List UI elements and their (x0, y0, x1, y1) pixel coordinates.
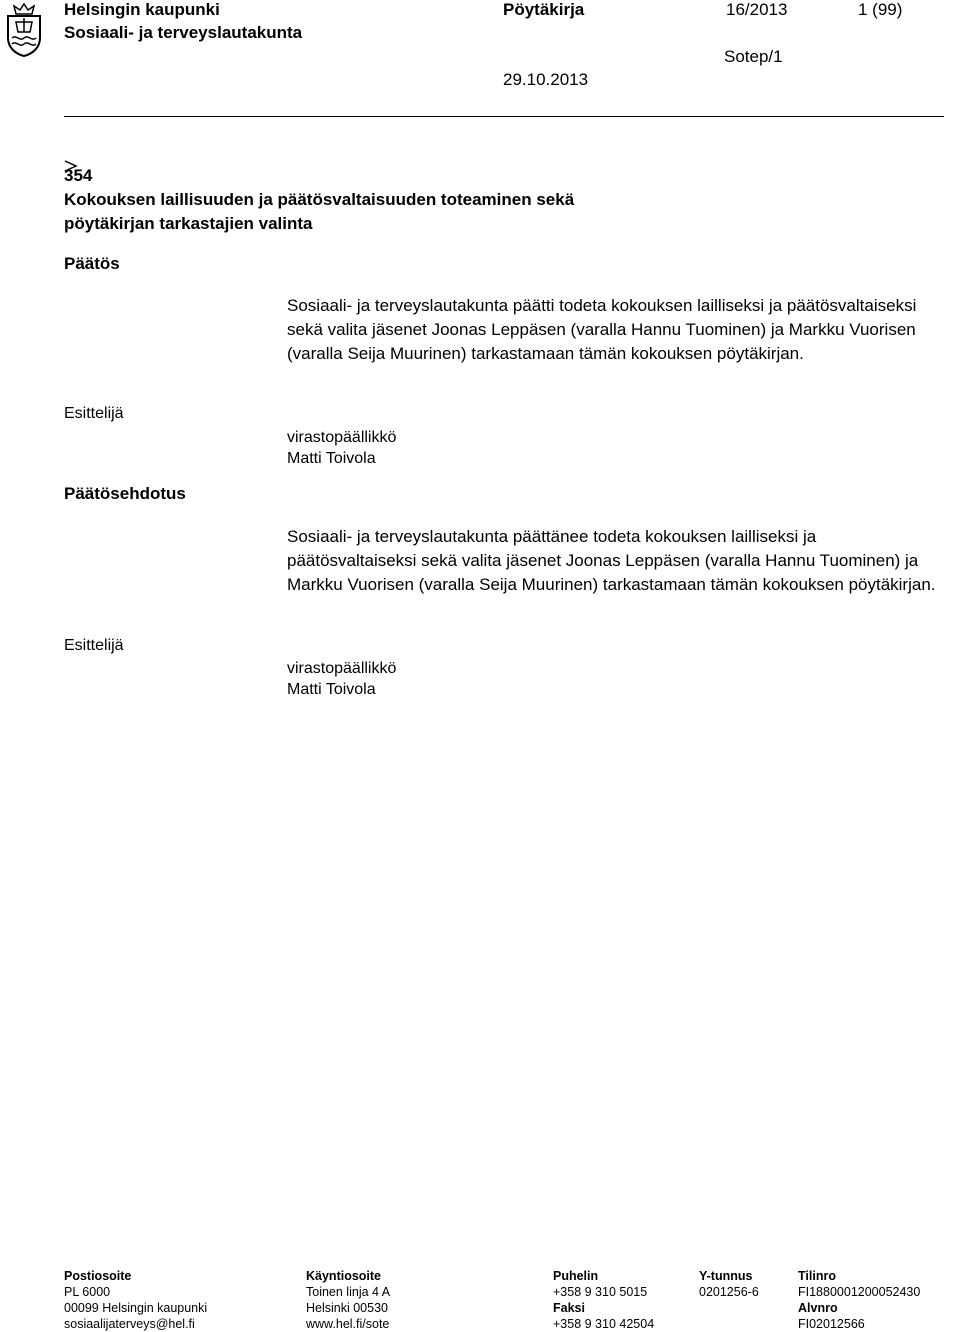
decision-heading: Päätös (64, 254, 120, 273)
document-date: 29.10.2013 (503, 70, 589, 89)
proposal-presenter-name: Matti Toivola (287, 681, 376, 698)
section-number: 354 (64, 166, 93, 185)
helsinki-coat-of-arms-icon (2, 2, 46, 58)
postal-line1: PL 6000 (64, 1285, 111, 1299)
footer-phone (553, 1268, 654, 1332)
email-link[interactable]: sosiaalijaterveys@hel.fi (64, 1317, 195, 1331)
visiting-heading: Käyntiosoite (306, 1269, 382, 1283)
account-heading: Tilinro (798, 1269, 836, 1283)
fax-number: +358 9 310 42504 (553, 1317, 655, 1331)
website-link[interactable]: www.hel.fi/sote (306, 1317, 390, 1331)
proposal-text: Sosiaali- ja terveyslautakunta päättänee todeta kokouksen lailliseksi ja päätösvaltaiseksi sekä valita jäsenet Joonas Leppäsen (varalla Hannu Tuominen) ja Markku Vuorisen (varalla Seija Muurinen) tarkastamaan tämän kokouksen pöytäkirjan. (287, 527, 936, 594)
footer-account (798, 1268, 920, 1332)
phone-number: +358 9 310 5015 (553, 1285, 648, 1299)
city-name: Helsingin kaupunki (64, 0, 220, 19)
fax-heading: Faksi (553, 1301, 585, 1315)
decision-presenter-title: virastopäällikkö (287, 429, 397, 446)
reference-code: Sotep/1 (724, 47, 783, 66)
section-title-line2: pöytäkirjan tarkastajien valinta (64, 214, 313, 233)
proposal-presenter-label: Esittelijä (64, 637, 124, 654)
visiting-line1: Toinen linja 4 A (306, 1285, 391, 1299)
decision-presenter-label: Esittelijä (64, 405, 124, 422)
vat-heading: Alvnro (798, 1301, 838, 1315)
postal-line2: 00099 Helsingin kaupunki (64, 1301, 208, 1315)
page-number: 1 (99) (858, 0, 903, 19)
decision-presenter-name: Matti Toivola (287, 450, 376, 467)
decision-text: Sosiaali- ja terveyslautakunta päätti todeta kokouksen lailliseksi ja päätösvaltaiseksi sekä valita jäsenet Joonas Leppäsen (varalla Hannu Tuominen) ja Markku Vuorisen (varalla Seija Muurinen) tarkastamaan tämän kokouksen pöytäkirjan. (287, 296, 917, 363)
proposal-presenter-title: virastopäällikkö (287, 660, 397, 677)
document-type: Pöytäkirja (503, 0, 585, 19)
footer-postal (64, 1268, 207, 1332)
document-number: 16/2013 (726, 0, 788, 19)
footer-visiting (306, 1268, 390, 1332)
footer-business-id (699, 1268, 759, 1300)
business-id: 0201256-6 (699, 1285, 759, 1299)
board-name: Sosiaali- ja terveyslautakunta (64, 23, 303, 42)
header-divider (64, 116, 944, 117)
proposal-heading: Päätösehdotus (64, 484, 186, 503)
account-number: FI1880001200052430 (798, 1285, 921, 1299)
vat-number: FI02012566 (798, 1317, 865, 1331)
business-id-heading: Y-tunnus (699, 1269, 753, 1283)
phone-heading: Puhelin (553, 1269, 599, 1283)
postal-heading: Postiosoite (64, 1269, 132, 1283)
section-title-line1: Kokouksen laillisuuden ja päätösvaltaisuuden toteaminen sekä (64, 190, 575, 209)
visiting-line2: Helsinki 00530 (306, 1301, 388, 1315)
